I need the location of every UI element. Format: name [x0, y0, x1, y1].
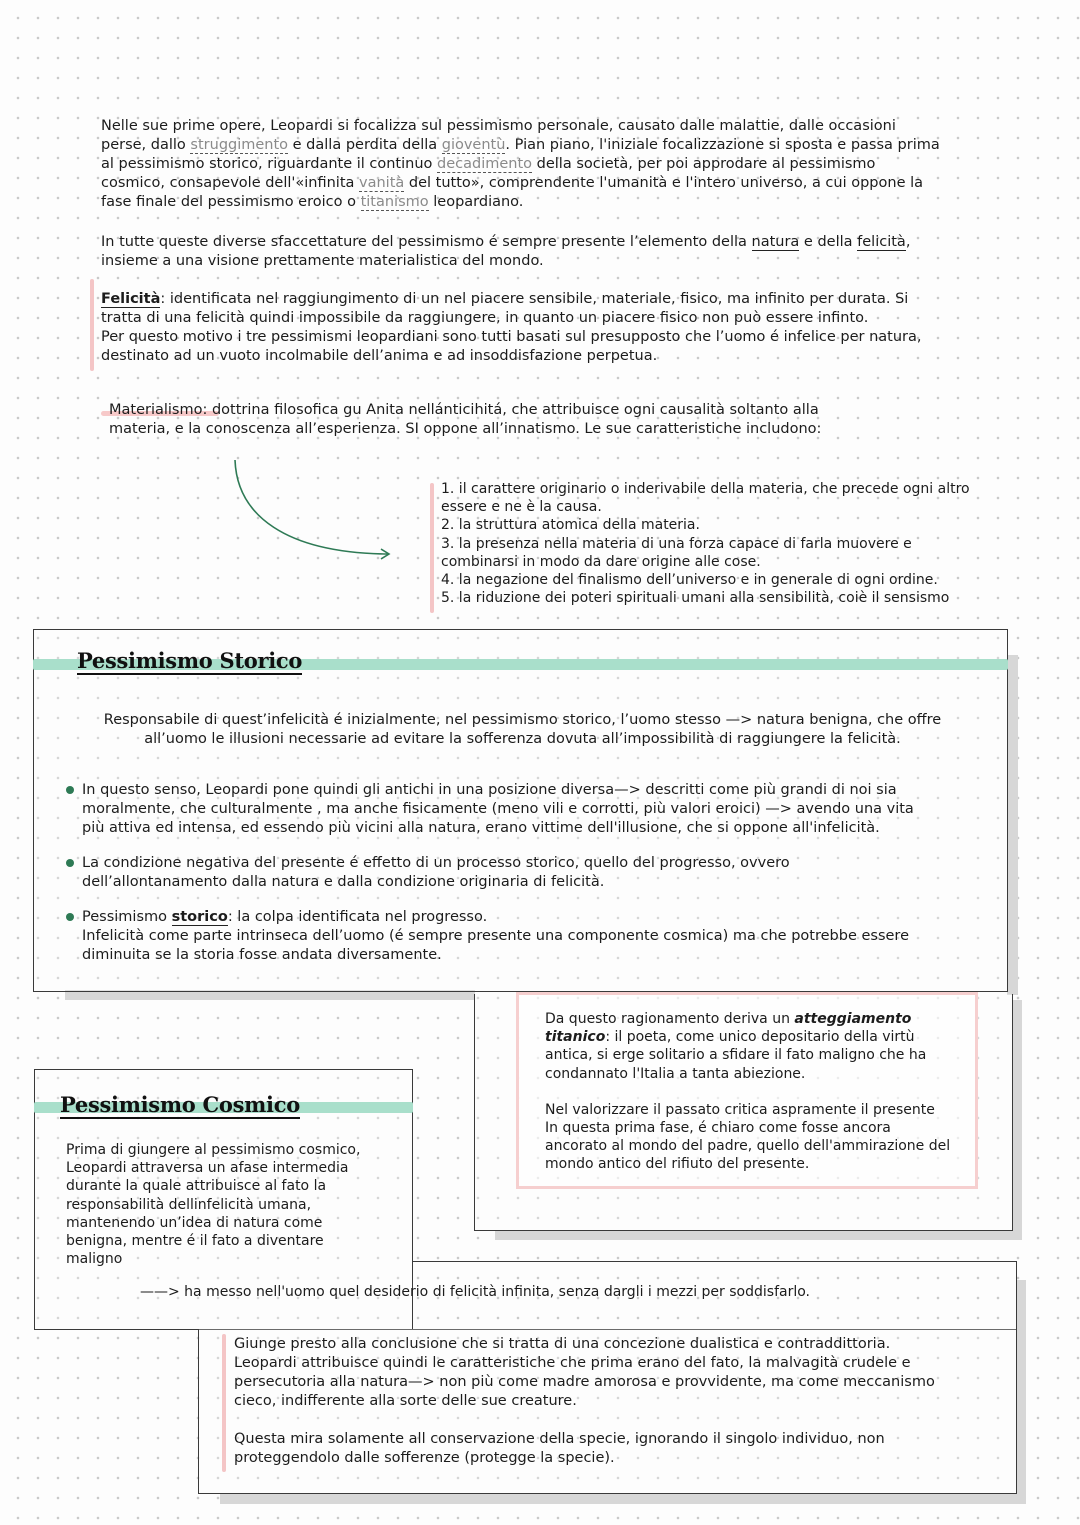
box-shadow	[495, 1230, 1022, 1240]
felicita-definition: Felicità: identificata nel raggiungimento di un nel piacere sensibile, materiale, fisico, ma infinito per durata. Si tratta di una felicità quindi impossibile da raggiungere, in quanto un piacere fisico non può essere infinto. Per questo motivo i tre pessimismi leopardiani sono tutti basati sul presupposto che l’uomo é infelice per natura, destinato ad un vuoto incolmabile dell’anima e ad insoddisfazione perpetua.	[101, 291, 922, 364]
nature-paragraph: In tutte queste diverse sfaccettature del pessimismo é sempre presente l’elemento della natura e della felicità, insieme a una visione prettamente materialistica del mondo.	[101, 234, 911, 269]
word-decadimento: decadimento	[437, 156, 533, 172]
cosmico-margin-bar	[222, 1334, 226, 1472]
titanico-text: Da questo ragionamento deriva un atteggiamento titanico: il poeta, come unico depositario della virtù antica, si erge solitario a sfidare il fato maligno che ha condannato l'Italia a tanta abiezione. Nel valorizzare il passato critica aspramente il presente In questa prima fase, é chiaro come fosse ancora ancorato al mondo del padre, quello dell'ammirazione del mondo antico del rifiuto del presente.	[545, 1011, 951, 1173]
storico-heading: Pessimismo Storico	[77, 648, 303, 673]
list-item: La condizione negativa del presente é effetto di un processo storico, quello del progresso, ovvero dell’allontanamento dalla natura e dalla condizione originaria di felicità.	[82, 854, 982, 892]
storico-intro: Responsabile di quest’infelicità é inizialmente, nel pessimismo storico, l’uomo stesso —> natura benigna, che offre all’uomo le illusioni necessarie ad evitare la sofferenza dovuta all’impossibilità di raggiungere la felicità.	[103, 712, 942, 747]
word-struggimento: struggimento	[190, 137, 289, 153]
materialismo-characteristics: 1. il carattere originario o inderivabile della materia, che precede ogni altro essere e ne è la causa. 2. la struttura atomica della materia. 3. la presenza nella materia di una forza capace di farla muovere e combinarsi in modo da dare origine alle cose. 4. la negazione del finalismo dell’universo e in generale di ogni ordine. 5. la riduzione dei poteri spirituali umani alla sensibilità, coiè il sensismo	[441, 481, 970, 607]
cosmico-conclusion: Giunge presto alla conclusione che si tratta di una concezione dualistica e contraddittoria. Leopardi attribuisce quindi le caratteristiche che prima erano del fato, la malvagità crudele e persecutoria alla natura—> non più come madre amorosa e provvidente, ma come meccanismo cieco, indifferente alla sorte delle sue creature. Questa mira solamente all conservazione della specie, ignorando il singolo individuo, non proteggendolo dalle sofferenze (protegge la specie).	[234, 1336, 935, 1466]
word-gioventu: gioventù	[441, 137, 506, 153]
curved-arrow-icon	[225, 455, 400, 565]
materialismo-definition: Materialismo: dottrina filosofica gu Anita nellánticihitá, che attribuisce ogni causalità soltanto alla materia, e la conoscenza all’esperienza. SI oppone all’innatismo. Le sue caratteristiche includono:	[109, 402, 822, 437]
box-shadow	[220, 1494, 1026, 1504]
word-felicita: felicità	[857, 234, 906, 250]
word-natura: natura	[751, 234, 800, 250]
cosmico-heading: Pessimismo Cosmico	[60, 1092, 300, 1117]
box-shadow	[1016, 1280, 1026, 1504]
list-item: Pessimismo storico: la colpa identificata nel progresso. Infelicità come parte intrinseca dell’uomo (é sempre presente una componente cosmica) ma che potrebbe essere diminuita se la storia fosse andata diversamente.	[82, 908, 982, 965]
box-shadow	[1007, 655, 1018, 995]
word-titanismo: titanismo	[360, 194, 429, 210]
felicita-margin-bar	[90, 279, 94, 371]
bullet-dot-icon	[66, 786, 74, 794]
word-vanita: vanità	[359, 175, 405, 191]
felicita-term: Felicità	[101, 291, 161, 307]
bullet-dot-icon	[66, 913, 74, 921]
list-item: In questo senso, Leopardi pone quindi gli antichi in una posizione diversa—> descritti come più grandi di noi sia moralmente, che culturalmente , ma anche fisicamente (meno vili e corrotti, più valori eroici) —> avendo una vita più attiva ed intensa, ed essendo più vicini alla natura, erano vittime dell'illusione, che si oppone all'infelicità.	[82, 781, 982, 838]
bullet-dot-icon	[66, 859, 74, 867]
word-storico: storico	[171, 909, 228, 925]
storico-bullets	[82, 781, 982, 965]
box-shadow	[1012, 1000, 1022, 1236]
cosmico-top-line	[412, 1261, 1017, 1262]
intro-paragraph: Nelle sue prime opere, Leopardi si focalizza sul pessimismo personale, causato dalle malattie, dalle occasioni perse, dallo struggimento e dalla perdita della gioventù. Pian piano, l'iniziale focalizzazione si sposta e passa prima al pessimismo storico, riguardante il continuo decadimento della società, per poi approdare al pessimismo cosmico, consapevole dell'«infinita vanità del tutto», comprendente l'umanità e l'intero universo, a cui oppone la fase finale del pessimismo eroico o titanismo leopardiano.	[101, 118, 940, 210]
cosmico-intro: Prima di giungere al pessimismo cosmico, Leopardi attraversa un afase intermedia durante la quale attribuisce al fato la responsabilità dellinfelicità umana, mantenendo un’idea di natura come benigna, mentre é il fato a diventare maligno	[66, 1142, 361, 1268]
cosmico-arrow-line: ——> ha messo nell'uomo quel desiderio di felicità infinita, senza dargli i mezzi per soddisfarlo.	[140, 1284, 810, 1300]
materialismo-list-bar	[430, 483, 434, 613]
